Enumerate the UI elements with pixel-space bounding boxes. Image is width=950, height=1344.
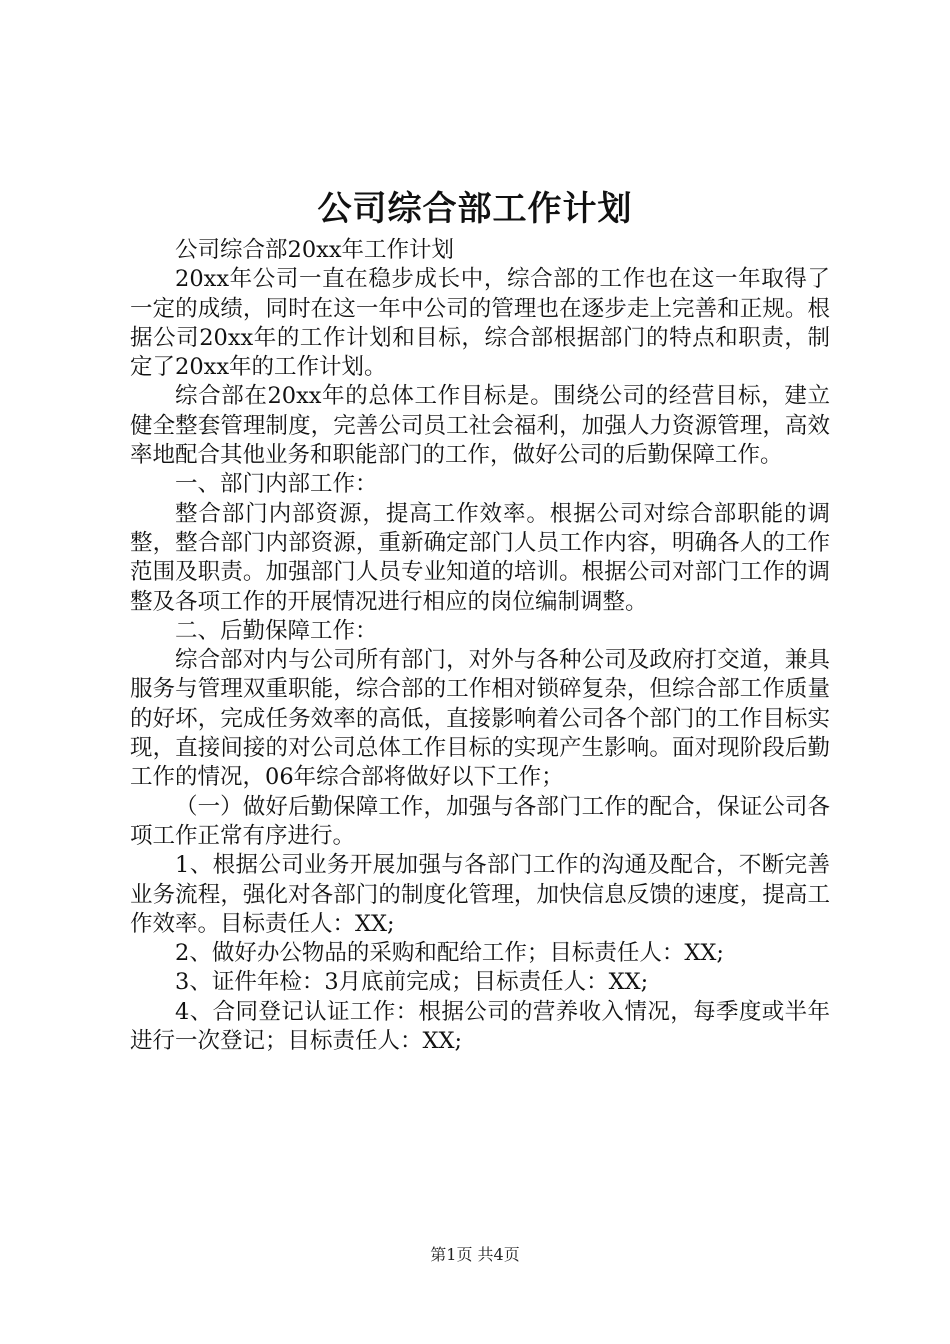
document-body	[130, 236, 830, 1056]
list-item-3: 3、证件年检：3月底前完成；目标责任人：XX;	[175, 969, 649, 996]
page-number-footer: 第1页 共4页	[430, 1245, 520, 1264]
paragraph-internal-work: 整合部门内部资源，提高工作效率。根据公司对综合部职能的调整，整合部门内部资源，重新确定部门人员工作内容，明确各人的工作范围及职责。加强部门人员专业知道的培训。根据公司对部门工作的调整及各项工作的开展情况进行相应的岗位编制调整。	[130, 500, 830, 615]
list-item-4: 4、合同登记认证工作：根据公司的营养收入情况，每季度或半年进行一次登记；目标责任人：XX;	[130, 998, 830, 1055]
paragraph-intro: 20xx年公司一直在稳步成长中，综合部的工作也在这一年取得了一定的成绩，同时在这一年中公司的管理也在逐步走上完善和正规。根据公司20xx年的工作计划和目标，综合部根据部门的特点和职责，制定了20xx年的工作计划。	[130, 266, 830, 381]
paragraph-logistics: 综合部对内与公司所有部门，对外与各种公司及政府打交道，兼具服务与管理双重职能，综合部的工作相对锁碎复杂，但综合部工作质量的好坏，完成任务效率的高低，直接影响着公司各个部门的工作目标实现，直接间接的对公司总体工作目标的实现产生影响。面对现阶段后勤工作的情况，06年综合部将做好以下工作；	[130, 647, 830, 791]
section-heading-internal-work: 一、部门内部工作：	[175, 471, 378, 498]
section-heading-logistics: 二、后勤保障工作：	[175, 617, 378, 644]
document-title: 公司综合部工作计划	[317, 189, 633, 229]
paragraph-overall-goal: 综合部在20xx年的总体工作目标是。围绕公司的经营目标，建立健全整套管理制度，完善公司员工社会福利，加强人力资源管理，高效率地配合其他业务和职能部门的工作，做好公司的后勤保障工作。	[130, 383, 830, 469]
list-item-2: 2、做好办公物品的采购和配给工作；目标责任人：XX;	[175, 940, 724, 967]
paragraph-subtitle: 公司综合部20xx年工作计划	[175, 237, 455, 263]
list-item-1: 1、根据公司业务开展加强与各部门工作的沟通及配合，不断完善业务流程，强化对各部门的制度化管理，加快信息反馈的速度，提高工作效率。目标责任人：XX;	[130, 852, 830, 937]
subsection-heading-logistics-support: （一）做好后勤保障工作，加强与各部门工作的配合，保证公司各项工作正常有序进行。	[130, 793, 830, 849]
